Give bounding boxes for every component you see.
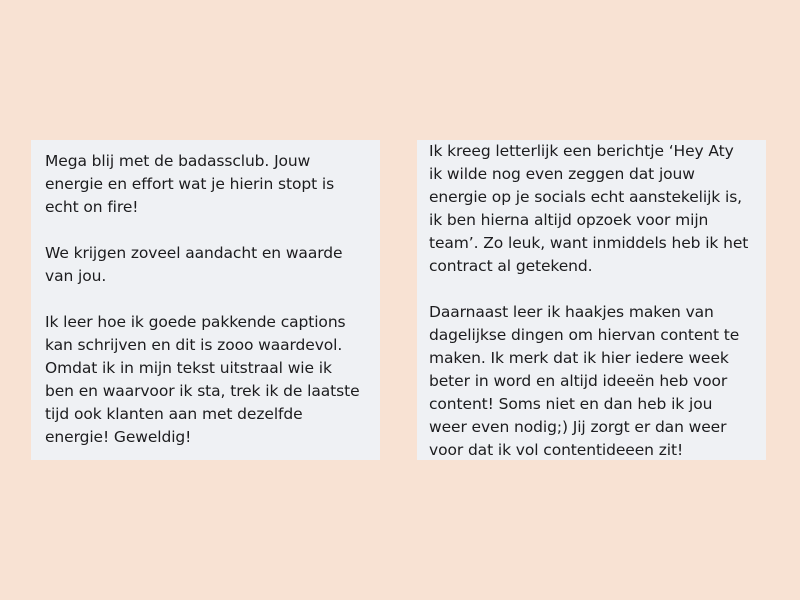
text-line: ik ben hierna altijd opzoek voor mijn <box>429 211 709 229</box>
text-line: contract al getekend. <box>429 257 593 275</box>
text-line: Ik kreeg letterlijk een berichtje ‘Hey Aty <box>429 142 734 160</box>
text-line: beter in word en altijd ideeën heb voor <box>429 372 728 390</box>
testimonial-card-right <box>417 140 766 460</box>
text-line: Mega blij met de badassclub. Jouw <box>45 152 311 170</box>
testimonial-paragraph <box>45 242 370 288</box>
text-line: tijd ook klanten aan met dezelfde <box>45 405 303 423</box>
text-line: content! Soms niet en dan heb ik jou <box>429 395 713 413</box>
text-line: energie op je socials echt aanstekelijk is, <box>429 188 743 206</box>
text-line: Omdat ik in mijn tekst uitstraal wie ik <box>45 359 332 377</box>
testimonial-paragraph <box>429 301 758 462</box>
text-line: maken. Ik merk dat ik hier iedere week <box>429 349 729 367</box>
text-line: weer even nodig;) Jij zorgt er dan weer <box>429 418 727 436</box>
text-line: We krijgen zoveel aandacht en waarde <box>45 244 343 262</box>
text-line: kan schrijven en dit is zooo waardevol. <box>45 336 343 354</box>
text-line: ik wilde nog even zeggen dat jouw <box>429 165 695 183</box>
testimonial-paragraph <box>45 150 370 219</box>
text-line: ben en waarvoor ik sta, trek ik de laatste <box>45 382 360 400</box>
text-line: energie en effort wat je hierin stopt is <box>45 175 335 193</box>
testimonial-paragraph <box>45 311 370 449</box>
text-line: dagelijkse dingen om hiervan content te <box>429 326 740 344</box>
text-line: van jou. <box>45 267 107 285</box>
text-line: Ik leer hoe ik goede pakkende captions <box>45 313 346 331</box>
text-line: Daarnaast leer ik haakjes maken van <box>429 303 714 321</box>
text-line: team’. Zo leuk, want inmiddels heb ik het <box>429 234 749 252</box>
testimonial-paragraph <box>429 140 758 278</box>
text-line: energie! Geweldig! <box>45 428 192 446</box>
text-line: echt on fire! <box>45 198 139 216</box>
text-line: voor dat ik vol contentideeen zit! <box>429 441 684 459</box>
testimonial-card-left <box>31 140 380 460</box>
